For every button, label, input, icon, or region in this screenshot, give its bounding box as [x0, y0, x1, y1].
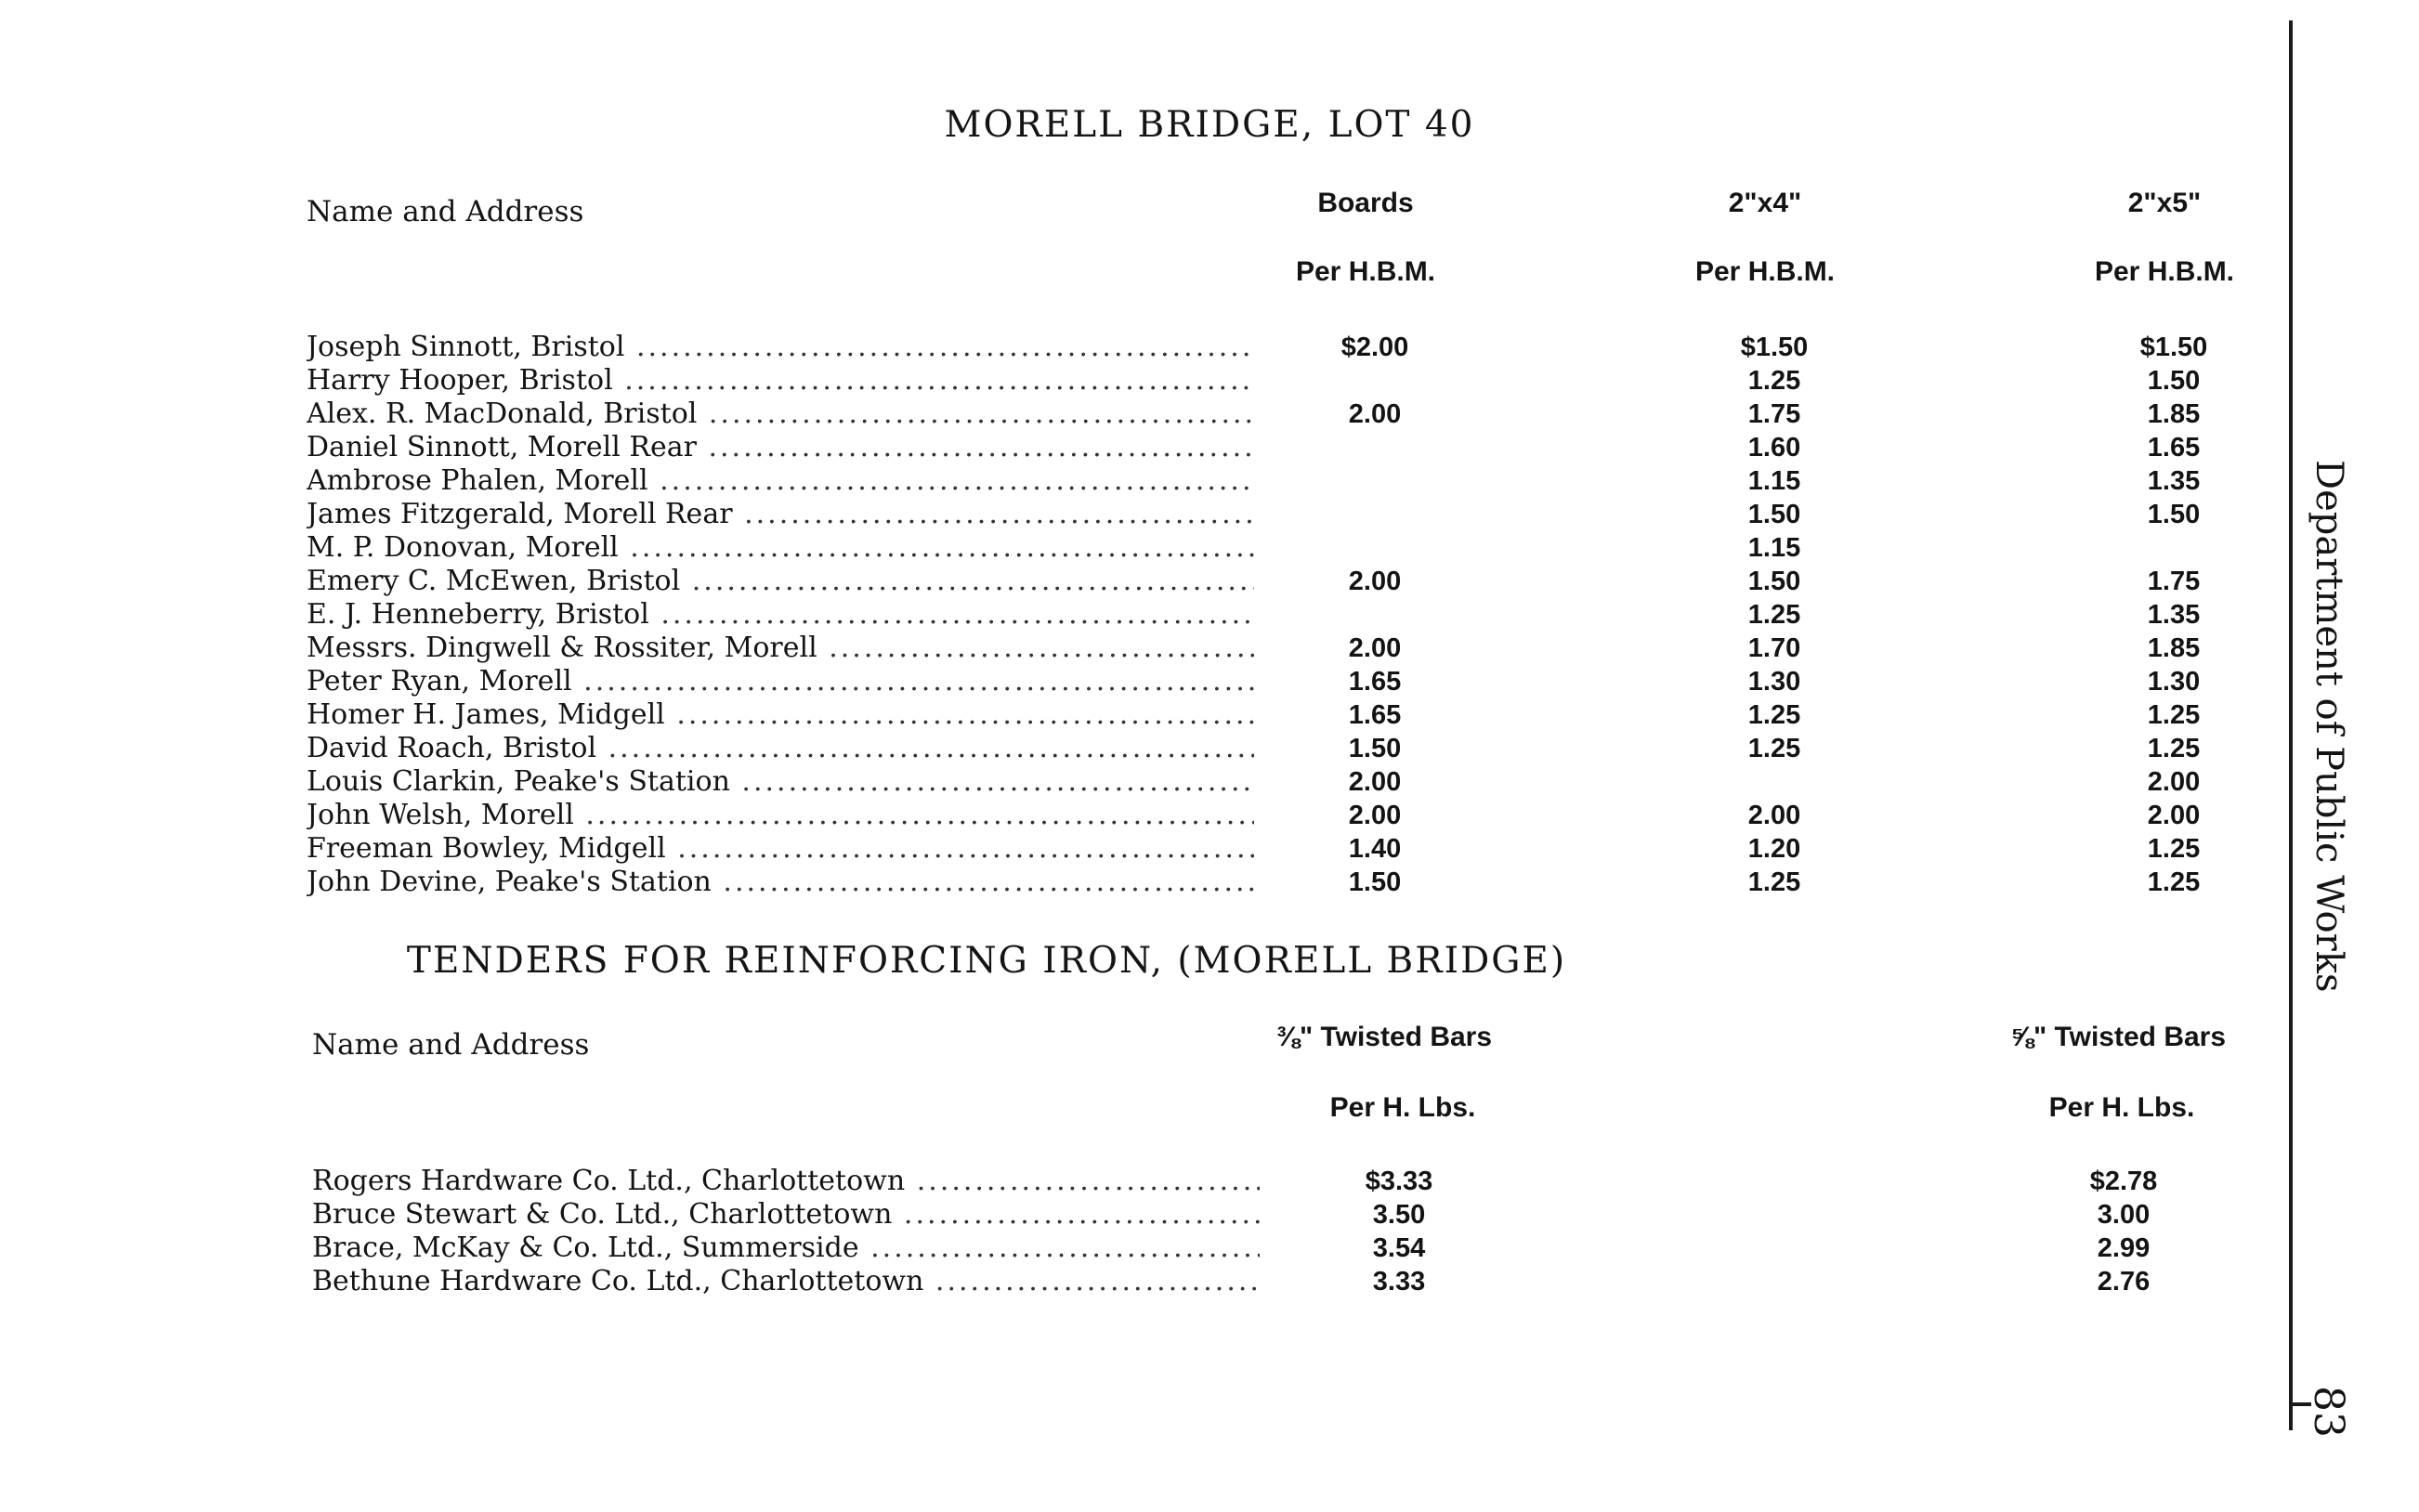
- boards-price: 2.00: [1348, 567, 1402, 596]
- price-three-eighths-bars: 3.54: [1372, 1233, 1426, 1263]
- name-address: Messrs. Dingwell & Rossiter, Morell .....: [307, 632, 1254, 665]
- boards-price: 1.50: [1348, 734, 1402, 763]
- price-2x4: 1.25: [1747, 867, 1801, 897]
- column-unit-three-eighths-bars: Per H. Lbs.: [1329, 1092, 1476, 1123]
- boards-price: 1.65: [1348, 667, 1402, 697]
- table-row: [307, 364, 2304, 398]
- column-unit-2x4: Per H.B.M.: [1694, 256, 1836, 287]
- margin-rule: [2289, 20, 2293, 1430]
- table-row: [307, 765, 2304, 799]
- price-2x4: 1.20: [1747, 834, 1801, 864]
- price-2x4: 1.15: [1747, 466, 1801, 496]
- table-row: [307, 732, 2304, 765]
- name-address: Ambrose Phalen, Morell .....: [307, 464, 1254, 498]
- boards-price: $2.00: [1340, 332, 1409, 362]
- column-unit-five-eighths-bars: Per H. Lbs.: [2048, 1092, 2195, 1123]
- column-header-2x4: 2"x4": [1728, 188, 1802, 218]
- section-title-morell-bridge: MORELL BRIDGE, LOT 40: [944, 104, 1475, 146]
- price-2x5: $1.50: [2139, 332, 2208, 362]
- name-address: Harry Hooper, Bristol .....: [307, 364, 1254, 398]
- column-header-name-address: Name and Address: [312, 1028, 590, 1062]
- table-row: [307, 665, 2304, 698]
- name-address: Bethune Hardware Co. Ltd., Charlottetown .....: [312, 1265, 1260, 1298]
- boards-price: 2.00: [1348, 801, 1402, 830]
- price-2x5: 1.30: [2147, 667, 2201, 697]
- price-2x5: 1.65: [2147, 433, 2201, 463]
- name-address: John Devine, Peake's Station .....: [307, 866, 1254, 899]
- price-2x5: 1.50: [2147, 366, 2201, 396]
- name-address: Emery C. McEwen, Bristol .....: [307, 565, 1254, 598]
- boards-price: 2.00: [1348, 767, 1402, 797]
- price-2x5: 1.35: [2147, 600, 2201, 630]
- table-row: [312, 1265, 2309, 1298]
- boards-price: 1.65: [1348, 700, 1402, 730]
- name-address: Freeman Bowley, Midgell .....: [307, 832, 1254, 866]
- name-address: Louis Clarkin, Peake's Station .....: [307, 765, 1254, 799]
- column-header-three-eighths-bars: ⅜" Twisted Bars: [1275, 1022, 1493, 1052]
- price-2x4: 1.25: [1747, 734, 1801, 763]
- name-address: John Welsh, Morell .....: [307, 799, 1254, 832]
- table-row: [307, 632, 2304, 665]
- name-address: James Fitzgerald, Morell Rear .....: [307, 498, 1254, 531]
- price-2x5: 1.85: [2147, 633, 2201, 663]
- price-five-eighths-bars: $2.78: [2089, 1167, 2158, 1196]
- price-2x5: 1.50: [2147, 500, 2201, 529]
- column-unit-2x5: Per H.B.M.: [2094, 256, 2235, 287]
- price-2x5: 1.25: [2147, 834, 2201, 864]
- name-address: Peter Ryan, Morell .....: [307, 665, 1254, 698]
- price-2x4: $1.50: [1740, 332, 1809, 362]
- price-2x4: 1.25: [1747, 600, 1801, 630]
- price-five-eighths-bars: 3.00: [2097, 1200, 2151, 1230]
- section-title-reinforcing-iron: TENDERS FOR REINFORCING IRON, (MORELL BRIDGE): [406, 940, 1567, 982]
- price-2x4: 2.00: [1747, 801, 1801, 830]
- table-row: [307, 698, 2304, 732]
- column-header-five-eighths-bars: ⅝" Twisted Bars: [2009, 1022, 2227, 1052]
- name-address: David Roach, Bristol .....: [307, 732, 1254, 765]
- price-2x4: 1.50: [1747, 500, 1801, 529]
- column-header-name-address: Name and Address: [307, 195, 584, 228]
- table-row: [307, 565, 2304, 598]
- name-address: Rogers Hardware Co. Ltd., Charlottetown .....: [312, 1165, 1260, 1198]
- boards-price: 2.00: [1348, 399, 1402, 429]
- price-2x4: 1.60: [1747, 433, 1801, 463]
- name-address: E. J. Henneberry, Bristol .....: [307, 598, 1254, 632]
- price-2x4: 1.50: [1747, 567, 1801, 596]
- table-row: [307, 832, 2304, 866]
- price-2x5: 1.75: [2147, 567, 2201, 596]
- name-address: Homer H. James, Midgell .....: [307, 698, 1254, 732]
- table-row: [307, 598, 2304, 632]
- column-unit-boards: Per H.B.M.: [1295, 256, 1436, 287]
- table-row: [307, 431, 2304, 464]
- table-row: [312, 1232, 2309, 1265]
- price-five-eighths-bars: 2.99: [2097, 1233, 2151, 1263]
- price-2x5: 1.25: [2147, 700, 2201, 730]
- column-header-2x5: 2"x5": [2127, 188, 2202, 218]
- price-2x4: 1.75: [1747, 399, 1801, 429]
- table-row: [307, 331, 2304, 364]
- boards-price: 1.50: [1348, 867, 1402, 897]
- price-2x5: 1.85: [2147, 399, 2201, 429]
- price-2x5: 2.00: [2147, 767, 2201, 797]
- table-row: [312, 1165, 2309, 1198]
- boards-price: 1.40: [1348, 834, 1402, 864]
- price-2x4: 1.25: [1747, 700, 1801, 730]
- table-row: [307, 531, 2304, 565]
- page-number: 83: [2305, 1386, 2352, 1438]
- name-address: Brace, McKay & Co. Ltd., Summerside .....: [312, 1232, 1260, 1265]
- price-2x4: 1.25: [1747, 366, 1801, 396]
- column-header-boards: Boards: [1317, 188, 1414, 218]
- name-address: Daniel Sinnott, Morell Rear .....: [307, 431, 1254, 464]
- price-2x4: 1.15: [1747, 533, 1801, 563]
- price-2x5: 2.00: [2147, 801, 2201, 830]
- name-address: M. P. Donovan, Morell .....: [307, 531, 1254, 565]
- price-2x4: 1.30: [1747, 667, 1801, 697]
- table-row: [312, 1198, 2309, 1232]
- running-head: Department of Public Works: [2308, 460, 2350, 993]
- price-2x5: 1.25: [2147, 867, 2201, 897]
- price-three-eighths-bars: 3.33: [1372, 1267, 1426, 1297]
- price-2x4: 1.70: [1747, 633, 1801, 663]
- price-three-eighths-bars: 3.50: [1372, 1200, 1426, 1230]
- table-row: [307, 498, 2304, 531]
- boards-price: 2.00: [1348, 633, 1402, 663]
- price-five-eighths-bars: 2.76: [2097, 1267, 2151, 1297]
- name-address: Alex. R. MacDonald, Bristol .....: [307, 398, 1254, 431]
- table-row: [307, 799, 2304, 832]
- price-2x5: 1.25: [2147, 734, 2201, 763]
- price-2x5: 1.35: [2147, 466, 2201, 496]
- table-row: [307, 398, 2304, 431]
- table-row: [307, 464, 2304, 498]
- table-row: [307, 866, 2304, 899]
- name-address: Joseph Sinnott, Bristol .....: [307, 331, 1254, 364]
- name-address: Bruce Stewart & Co. Ltd., Charlottetown .....: [312, 1198, 1260, 1232]
- price-three-eighths-bars: $3.33: [1365, 1167, 1433, 1196]
